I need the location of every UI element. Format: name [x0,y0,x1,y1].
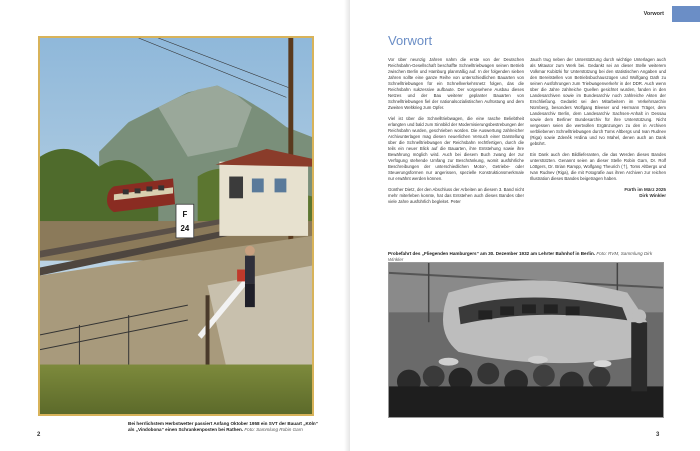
paragraph: Jauch trug neben der Unterstützung durch wichtige Unterlagen auch als Mitautor zum Werk bei. Gedankt sei an dieser Stelle weiterem Volkmar Kubitzki für Unterstützung bei den statistischen Angaben und den Bereitstellen von Betriebsbuchauszügen und Wolfgang Dath zu seinen Ausführungen zum Triebwagenverkehr in der DDR. Auch wenn über die Jahre zahlreiche Quellen gesichtet wurden, fanden in den Landesarchiven sowie im Bundesarchiv noch zahlreiche Akten der Erschließung. Gedankt sei den Mitarbeitern im Verkehrsarchiv Nürnberg, besonders Wolfgang Bleeser und Hermann Träger, dem Landesarchiv Berlin, dem Landesarchiv Sachsen-Anhalt in Dessau sowie dem Berliner Bundesarchiv für ihre Unterstützung. Nicht vergessen seien die wertvollen Ergänzungen zu den in Archiven verbliebenen Schnelltriebwagen durch Toms Altbergs und Ivan Rudnev (Riga) sowie Zdeněk Hrdina und Ivo Mahel, denen auch an Dank gebührt. [530,57,666,146]
caption-text: Bei herrlichstem Herbstwetter passiert Anfang Oktober 1958 ein SVT der Bauart „Köln“ als „Vindobona“ einen Schrankenposten bei Rathen. [128,421,319,432]
photo-illustration [40,38,312,414]
running-head: Vorwort [643,11,664,17]
page-number-left: 2 [37,432,41,438]
caption-text: Probefahrt des „Fliegenden Hamburgers“ am 30. Dezember 1932 am Lehrter Bahnhof in Berlin. [388,251,596,256]
page-number-right: 3 [656,432,660,438]
paragraph: Günther Dietz, der den Abschluss der Arbeiten an diesem 3. Band nicht mehr miterleben konnte, hat das Entstehen auch dieses Bandes über viele Jahre ausführlich begleitet. Peter [388,187,524,204]
railway-sign-number: 24 [180,223,190,233]
historic-railcar-photo [388,262,664,418]
photo-credit: Foto: RVM, Sammlung Dirk Winkler [388,251,653,262]
paragraph: Vor über neunzig Jahren nahm die erste von der Deutschen Reichsbahn-Gesellschaft beschaffte Schnelltriebwagen seinen Betrieb zwischen Berlin und Hamburg planmäßig auf. In der folgenden sieben Jahren sollte eine ganze Reihe von unterschiedlichen Bauarten von Schnelltriebwagen für ein Schnellverkehrsnetz folgen, das die Reichsbahn sukzessive aufbaute. Der vorgesehene Ausbau dieses Netzes und der Bau weiterer geplanter Bauarten von Schnelltriebwagen fiel der nationalsozialistischen Aufrüstung und dem Zweiten Weltkrieg zum Opfer. [388,57,524,110]
photo-credit: Foto: Sammlung Robin Garn [244,427,303,432]
photo-illustration-bw [389,263,663,417]
chapter-tab [672,6,700,22]
page-title: Vorwort [388,33,433,48]
railway-sign: F [182,210,188,220]
railcar-landscape-photo [38,36,314,416]
paragraph: Ein Dank auch den Bildlieferanten, die das Werden dieses Bandes unterstützten. Genannt seien an dieser Stelle Robin Garn, Dr. Rolf Löttgers, Dr. Brian Rampp, Wolfgang Theurich (†), Toms Altbergs und Ivan Rudnev (Riga), die mit Fotografie aus ihren Archiven zur reichen Illustration dieses Bandes beigetragen haben. [530,152,666,181]
text-column-1 [388,57,524,210]
left-photo-caption [128,421,318,433]
signature-place-date: Fürth im März 2025 [624,187,666,192]
paragraph: Viel ist über die Schnelltriebwagen, die eine rasche Beliebtheit erlangten und bald zum Sinnbild der Modernisierungsbestrebungen der Reichsbahn wurden, geschrieben worden. Die Auswertung zahlreicher Archivunterlagen mag diesen neuerlichen Versuch einer Darstellung über die Schnelltriebwagen der Reichsbahn rechtfertigen, durch die teils ein neuer Blick auf die Bauarten, ihre Entstehung sowie ihre Bewährung möglich wird. Auch bei diesem Buch zwang der zur Verfügung stehende Umfang zur Beschränkung, womit ausführliche Beschreibungen der unterschiedlichen Motor-, Getriebe- oder Steuerungsformen nur angerissen, spezielle Konstruktionsmerkmale nur erwähnt werden können. [388,116,524,181]
text-column-2 [530,57,666,199]
signature-name: Dirk Winkler [639,193,666,198]
